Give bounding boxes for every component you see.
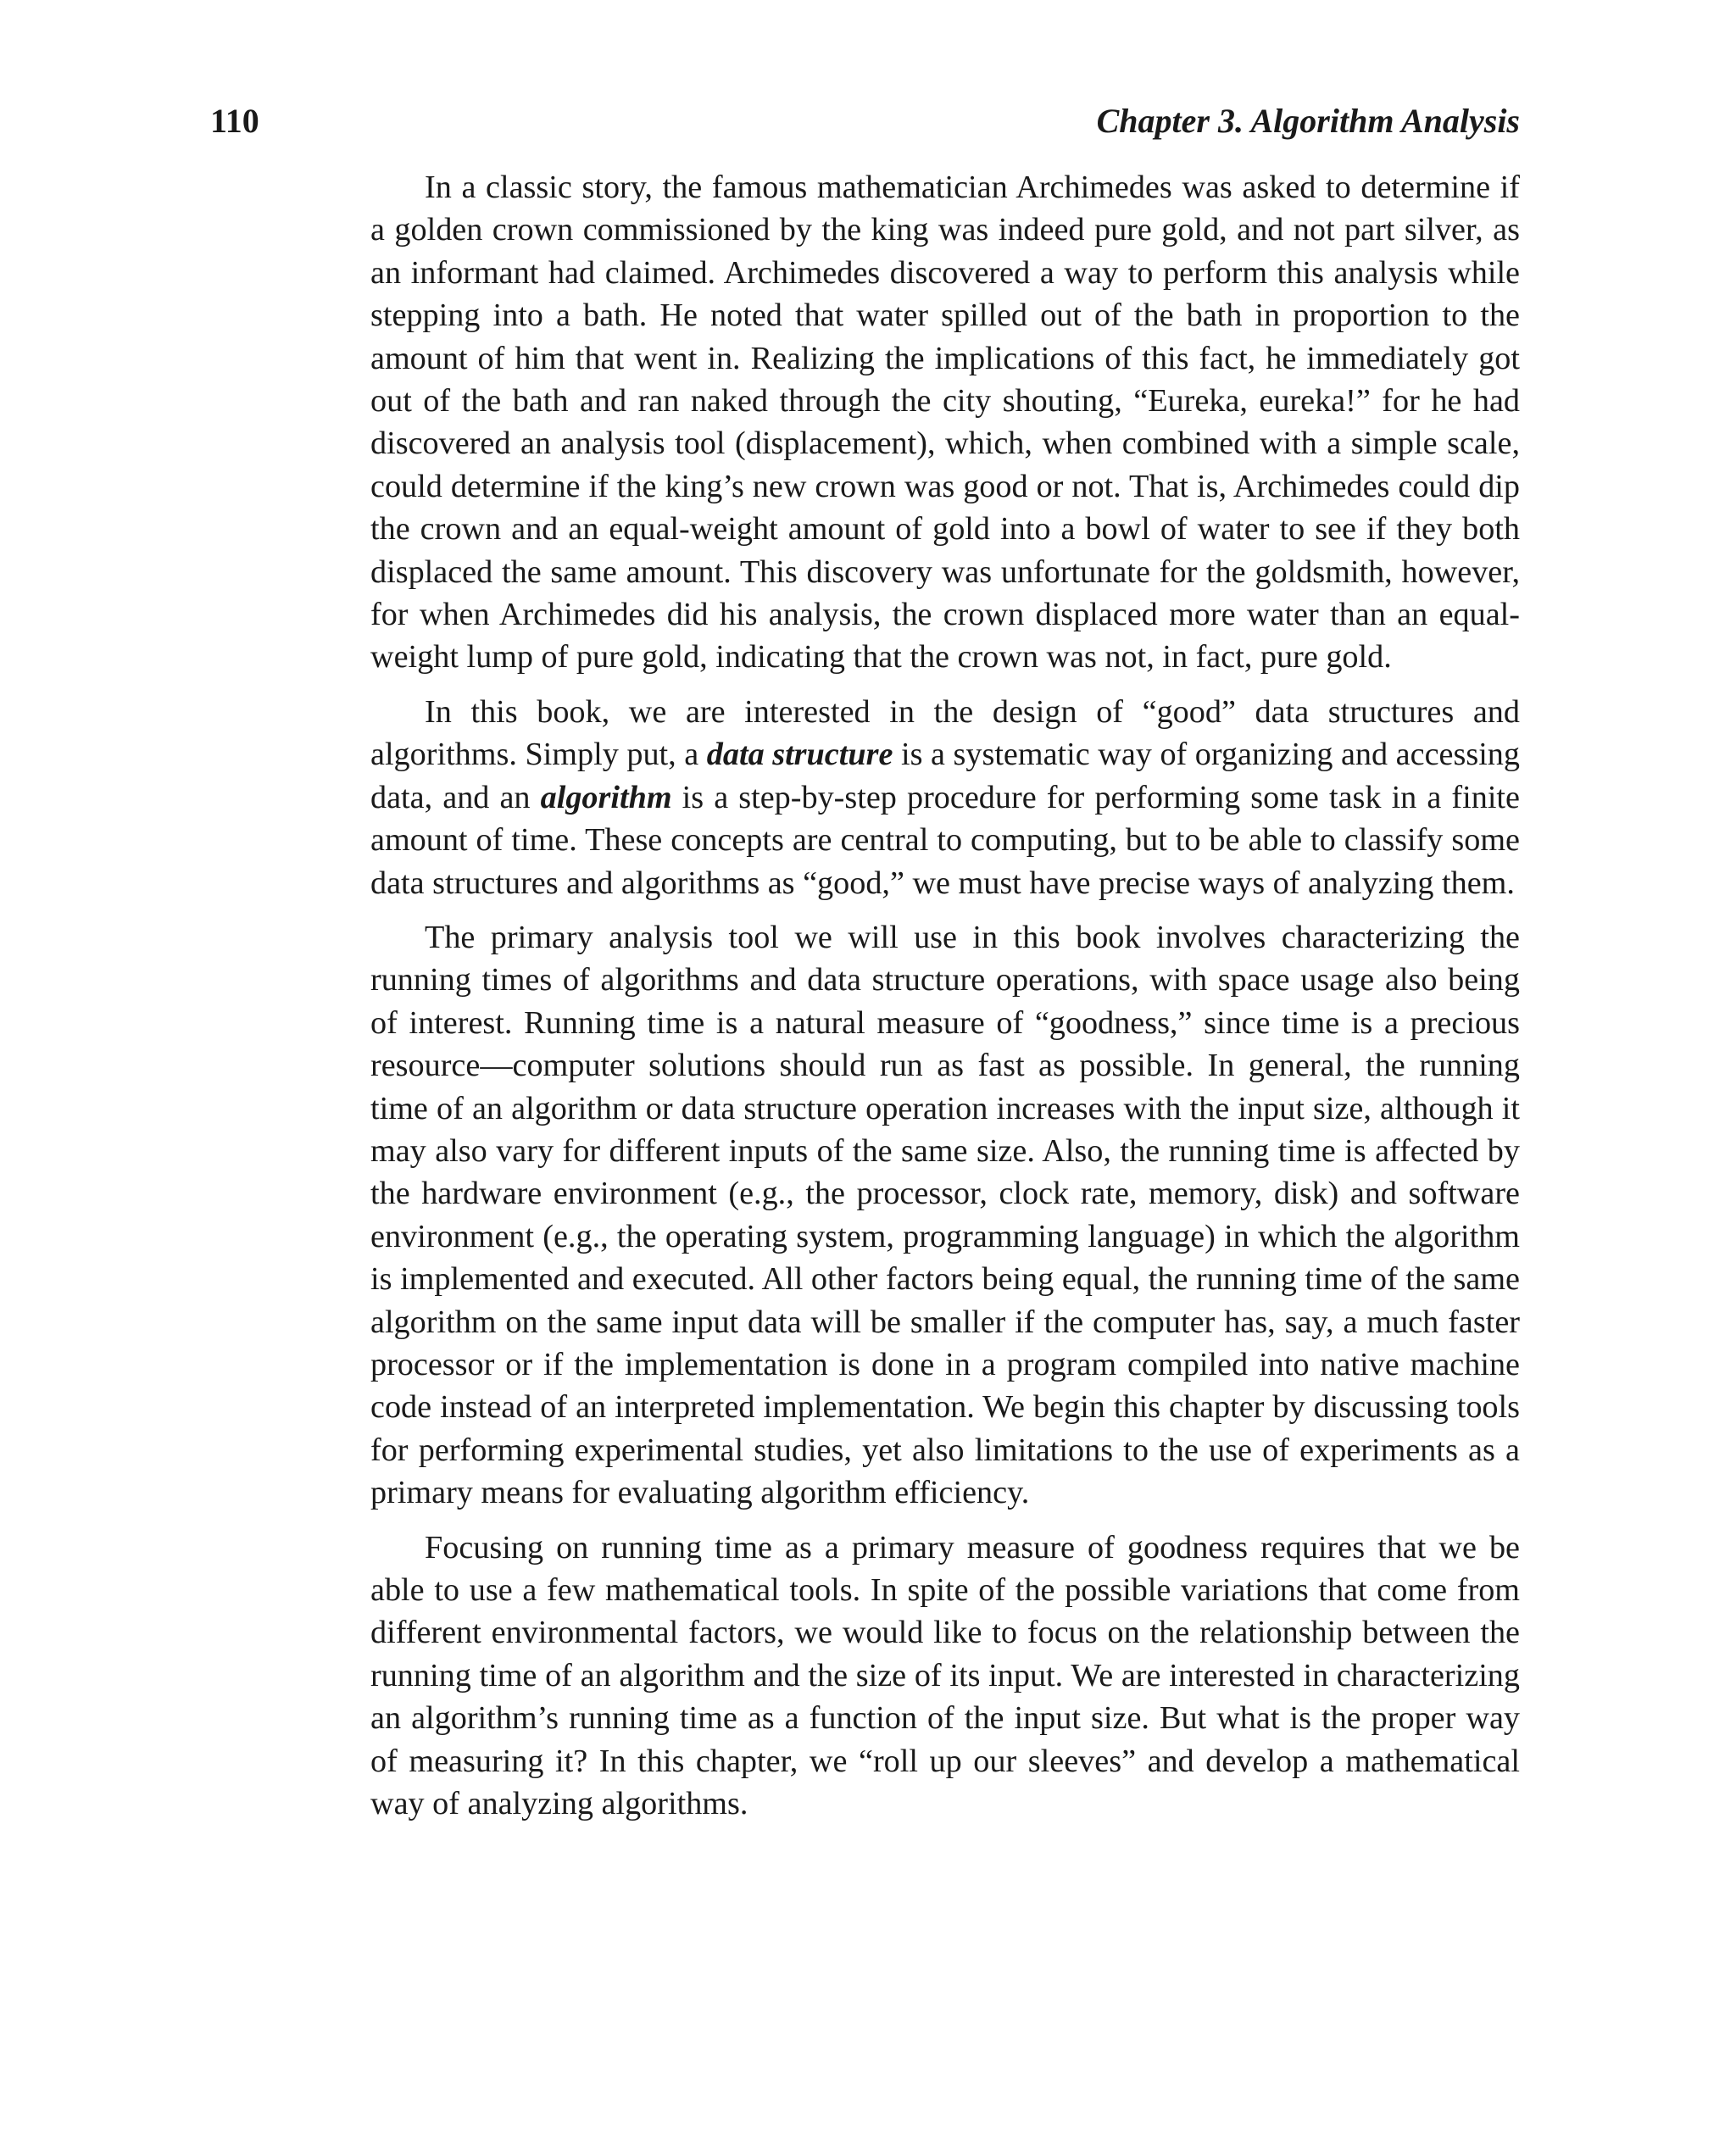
body-text [370, 166, 1520, 1825]
paragraph-mathematical-tools: Focusing on running time as a primary measure of goodness requires that we be able to use a few mathematical tools. In spite of the possible variations that come from different environmental factors, we would like to focus on the relationship between the running time of an algorithm and the size of its input. We are interested in characterizing an algorithm’s running time as a function of the input size. But what is the proper way of measuring it? In this chapter, we “roll up our sleeves” and develop a mathematical way of analyzing algorithms. [370, 1529, 1520, 1822]
page-number: 110 [210, 102, 259, 140]
term-algorithm: algorithm [540, 779, 672, 815]
paragraph-text-segment: In this book, we are interested in the design of “good” data structures and algorithms. Simply put, a [370, 693, 1520, 773]
chapter-title: Chapter 3. Algorithm Analysis [1096, 102, 1520, 140]
running-header [210, 100, 1520, 142]
term-data-structure: data structure [706, 737, 893, 773]
paragraph-text-segment: is a step-by-step procedure for performing some task in a finite amount of time. These concepts are central to computing, but to be able to classify some data structures and algorithms as “good,” we must have precise ways of analyzing them. [370, 779, 1520, 901]
paragraph-running-time: The primary analysis tool we will use in this book involves characterizing the running times of algorithms and data structure operations, with space usage also being of interest. Running time is a natural measure of “goodness,” since time is a precious resource—computer solutions should run as fast as possible. In general, the running time of an algorithm or data structure operation increases with the input size, although it may also vary for different inputs of the same size. Also, the running time is affected by the hardware environment (e.g., the processor, clock rate, memory, disk) and software environment (e.g., the operating system, programming language) in which the algorithm is implemented and executed. All other factors being equal, the running time of the same algorithm on the same input data will be smaller if the computer has, say, a much faster processor or if the implementation is done in a program compiled into native machine code instead of an interpreted implementation. We begin this chapter by discussing tools for performing experimental studies, yet also limitations to the use of experiments as a primary means for evaluating algorithm efficiency. [370, 919, 1520, 1511]
paragraph-text-segment: is a systematic way of organizing and accessing data, and an [370, 737, 1520, 815]
paragraph-archimedes-story: In a classic story, the famous mathematician Archimedes was asked to determine if a golden crown commissioned by the king was indeed pure gold, and not part silver, as an informant had claimed. Archimedes discovered a way to perform this analysis while stepping into a bath. He noted that water spilled out of the bath in proportion to the amount of him that went in. Realizing the implications of this fact, he immediately got out of the bath and ran naked through the city shouting, “Eureka, eureka!” for he had discovered an analysis tool (displacement), which, when combined with a simple scale, could determine if the king’s new crown was good or not. That is, Archimedes could dip the crown and an equal-weight amount of gold into a bowl of water to see if they both displaced the same amount. This discovery was unfortunate for the goldsmith, however, for when Archimedes did his analysis, the crown displaced more water than an equal-weight lump of pure gold, indicating that the crown was not, in fact, pure gold. [370, 170, 1520, 676]
paragraph-data-structures-definition [370, 691, 1520, 904]
